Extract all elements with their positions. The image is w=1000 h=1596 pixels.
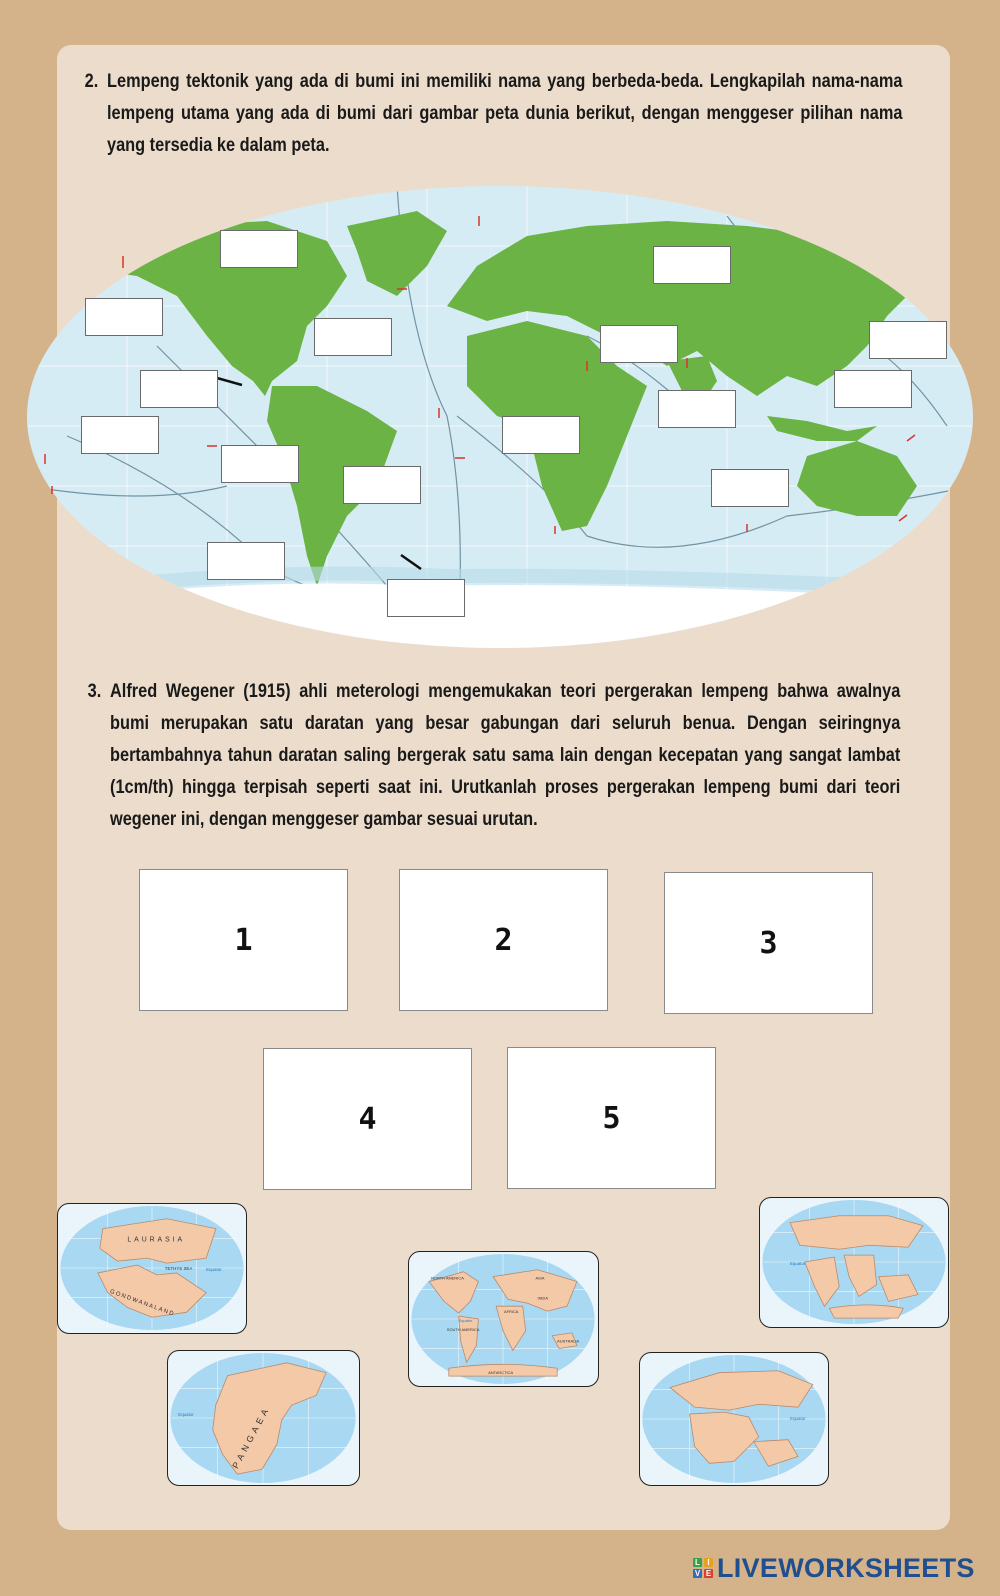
order-slot-2[interactable] xyxy=(399,869,608,1011)
order-slot-3[interactable] xyxy=(664,872,873,1014)
liveworksheets-brand[interactable] xyxy=(693,1553,975,1583)
plate-name-dropbox[interactable] xyxy=(85,298,163,336)
label-equator: Equator xyxy=(458,1317,473,1323)
label-tethys: TETHYS SEA xyxy=(164,1265,193,1271)
logo-letter: I xyxy=(704,1558,713,1567)
label-gondwanaland: GONDWANALAND xyxy=(108,1288,176,1318)
label-africa: AFRICA xyxy=(503,1309,519,1315)
order-slot-number: 2 xyxy=(494,922,513,958)
label-north-america: NORTH AMERICA xyxy=(431,1275,464,1281)
order-slot-4[interactable] xyxy=(263,1048,472,1190)
plate-name-dropbox[interactable] xyxy=(869,321,947,359)
plate-name-dropbox[interactable] xyxy=(207,542,285,580)
label-india: INDIA xyxy=(537,1295,549,1301)
order-slot-5[interactable] xyxy=(507,1047,716,1189)
question-3-text: Alfred Wegener (1915) ahli meterologi mengemukakan teori pergerakan lempeng bahwa awalnya bumi merupakan satu daratan yang besar gabungan dari seluruh benua. Dengan seiringnya bertambahnya tahun daratan saling bergerak satu sama lain dengan kecepatan yang sangat lambat (1cm/th) hingga terpisah seperti saat ini. Urutkanlah proses pergerakan lempeng bumi dari teori wegener ini, dengan menggeser gambar sesuai urutan. xyxy=(110,681,901,830)
order-slot-number: 3 xyxy=(759,925,778,961)
label-antarctica: ANTARCTICA xyxy=(488,1370,514,1376)
logo-letter: E xyxy=(705,1569,712,1578)
question-3 xyxy=(87,676,901,836)
order-slot-number: 1 xyxy=(234,922,253,958)
order-slot-number: 4 xyxy=(358,1101,377,1137)
plate-name-dropbox[interactable] xyxy=(502,416,580,454)
plate-name-dropbox[interactable] xyxy=(834,370,912,408)
plate-name-dropbox[interactable] xyxy=(140,370,218,408)
question-2-number: 2. xyxy=(84,71,99,92)
label-south-america: SOUTH AMERICA xyxy=(446,1326,480,1332)
plate-name-dropbox[interactable] xyxy=(314,318,392,356)
plate-name-dropbox[interactable] xyxy=(600,325,678,363)
label-equator: Equator xyxy=(790,1415,806,1421)
plate-name-dropbox[interactable] xyxy=(221,445,299,483)
label-equator: Equator xyxy=(206,1266,222,1272)
logo-letter: V xyxy=(694,1569,701,1578)
plate-name-dropbox[interactable] xyxy=(81,416,159,454)
logo-letter: L xyxy=(693,1558,702,1567)
world-tectonic-map xyxy=(27,186,973,648)
plate-name-dropbox[interactable] xyxy=(343,466,421,504)
landmass-antarctica xyxy=(27,584,973,649)
draggable-map-jurassic[interactable] xyxy=(639,1352,829,1486)
liveworksheets-logo-icon xyxy=(693,1558,713,1578)
order-slot-1[interactable] xyxy=(139,869,348,1011)
question-2 xyxy=(84,66,903,162)
plate-name-dropbox[interactable] xyxy=(653,246,731,284)
draggable-map-pangaea[interactable] xyxy=(167,1350,360,1486)
question-2-text: Lempeng tektonik yang ada di bumi ini memiliki nama yang berbeda-beda. Lengkapilah nama-nama lempeng utama yang ada di bumi dari gambar peta dunia berikut, dengan menggeser pilihan nama yang tersedia ke dalam peta. xyxy=(107,71,903,156)
liveworksheets-wordmark: LIVEWORKSHEETS xyxy=(717,1552,975,1583)
plate-name-dropbox[interactable] xyxy=(220,230,298,268)
label-australia: AUSTRALIA xyxy=(557,1338,580,1344)
plate-name-dropbox[interactable] xyxy=(387,579,465,617)
question-3-number: 3. xyxy=(87,681,102,702)
label-equator: Equator xyxy=(178,1412,194,1418)
label-pangaea: PANGAEA xyxy=(230,1403,272,1471)
order-slot-number: 5 xyxy=(602,1100,621,1136)
plate-name-dropbox[interactable] xyxy=(711,469,789,507)
label-asia: ASIA xyxy=(535,1275,545,1281)
draggable-map-modern-world[interactable] xyxy=(408,1251,599,1387)
draggable-map-cretaceous[interactable] xyxy=(759,1197,949,1328)
label-equator: Equator xyxy=(789,1260,806,1266)
plate-name-dropbox[interactable] xyxy=(658,390,736,428)
label-laurasia: LAURASIA xyxy=(127,1236,186,1244)
draggable-map-laurasia-gondwana[interactable] xyxy=(57,1203,247,1334)
